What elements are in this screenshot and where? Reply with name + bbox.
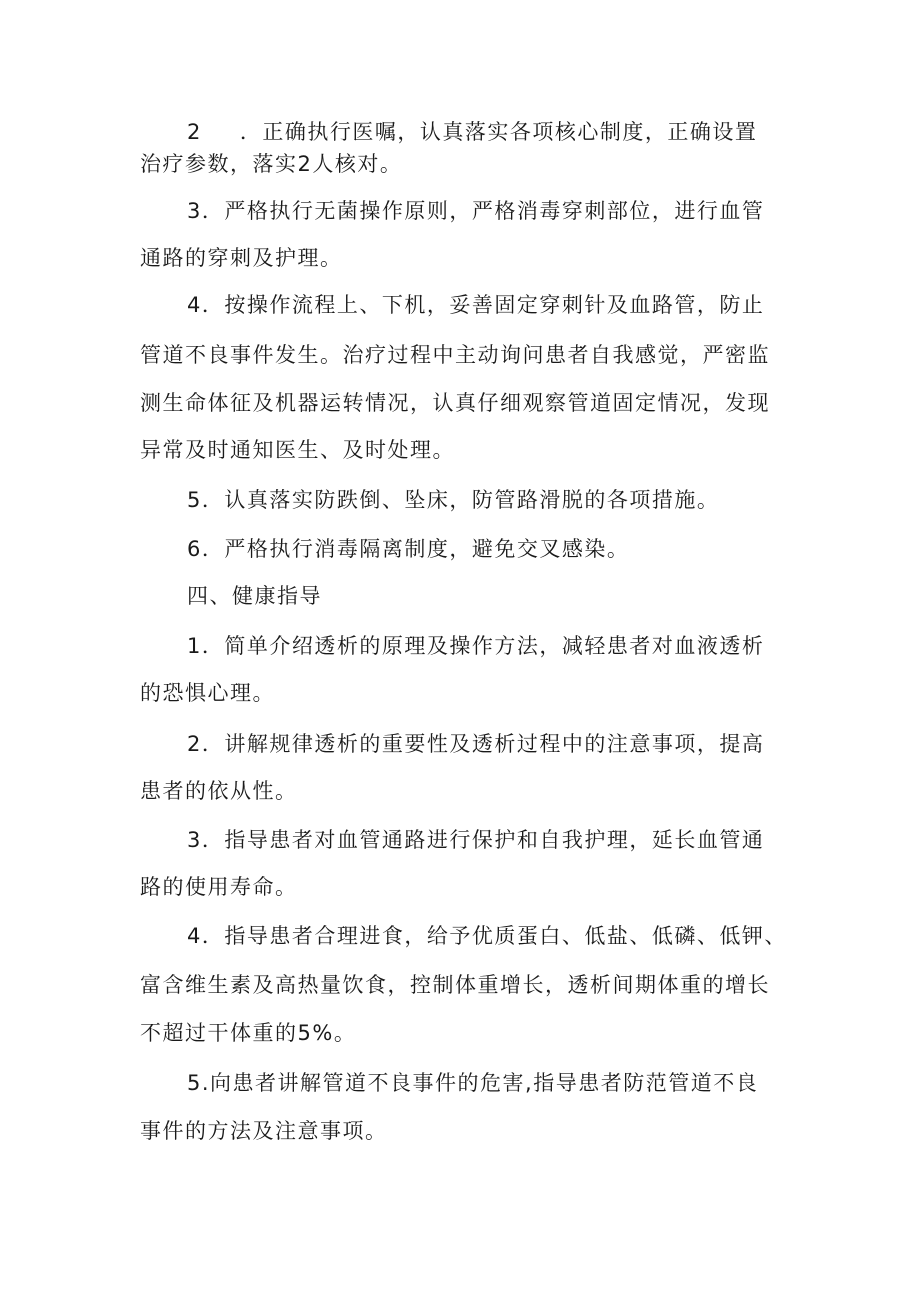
paragraph-line: 5.向患者讲解管道不良事件的危害,指导患者防范管道不良 [187, 1071, 759, 1095]
paragraph-line: 4．指导患者合理进食，给予优质蛋白、低盐、低磷、低钾、 [187, 924, 787, 948]
paragraph-line: 不超过干体重的5%。 [140, 1021, 357, 1045]
paragraph-line: 5．认真落实防跌倒、坠床，防管路滑脱的各项措施。 [187, 488, 720, 512]
paragraph-line: 测生命体征及机器运转情况，认真仔细观察管道固定情况，发现 [140, 391, 770, 415]
paragraph-line: 3．严格执行无菌操作原则，严格消毒穿刺部位，进行血管 [187, 199, 765, 223]
paragraph-line: 异常及时通知医生、及时处理。 [140, 438, 455, 462]
paragraph-line: 2．讲解规律透析的重要性及透析过程中的注意事项，提高 [187, 732, 765, 756]
paragraph-line: 通路的穿刺及护理。 [140, 246, 343, 270]
item-number: 2 [187, 120, 202, 144]
paragraph-line: 6．严格执行消毒隔离制度，避免交叉感染。 [187, 537, 630, 561]
paragraph-line: 治疗参数，落实2人核对。 [140, 152, 403, 176]
paragraph-line: 4．按操作流程上、下机，妥善固定穿刺针及血路管，防止 [187, 293, 765, 317]
paragraph-line [187, 118, 837, 146]
paragraph-line: 管道不良事件发生。治疗过程中主动询问患者自我感觉，严密监 [140, 343, 770, 367]
paragraph-line: 1．简单介绍透析的原理及操作方法，减轻患者对血液透析 [187, 634, 765, 658]
paragraph-line: 患者的依从性。 [140, 779, 298, 803]
line-text: ．正确执行医嘱，认真落实各项核心制度，正确设置 [239, 120, 758, 144]
paragraph-line: 富含维生素及高热量饮食，控制体重增长，透析间期体重的增长 [140, 973, 770, 997]
paragraph-line: 事件的方法及注意事项。 [140, 1119, 388, 1143]
paragraph-line: 3．指导患者对血管通路进行保护和自我护理，延长血管通 [187, 828, 765, 852]
paragraph-line: 的恐惧心理。 [140, 681, 275, 705]
paragraph-line: 路的使用寿命。 [140, 875, 298, 899]
section-heading: 四、健康指导 [187, 584, 322, 608]
